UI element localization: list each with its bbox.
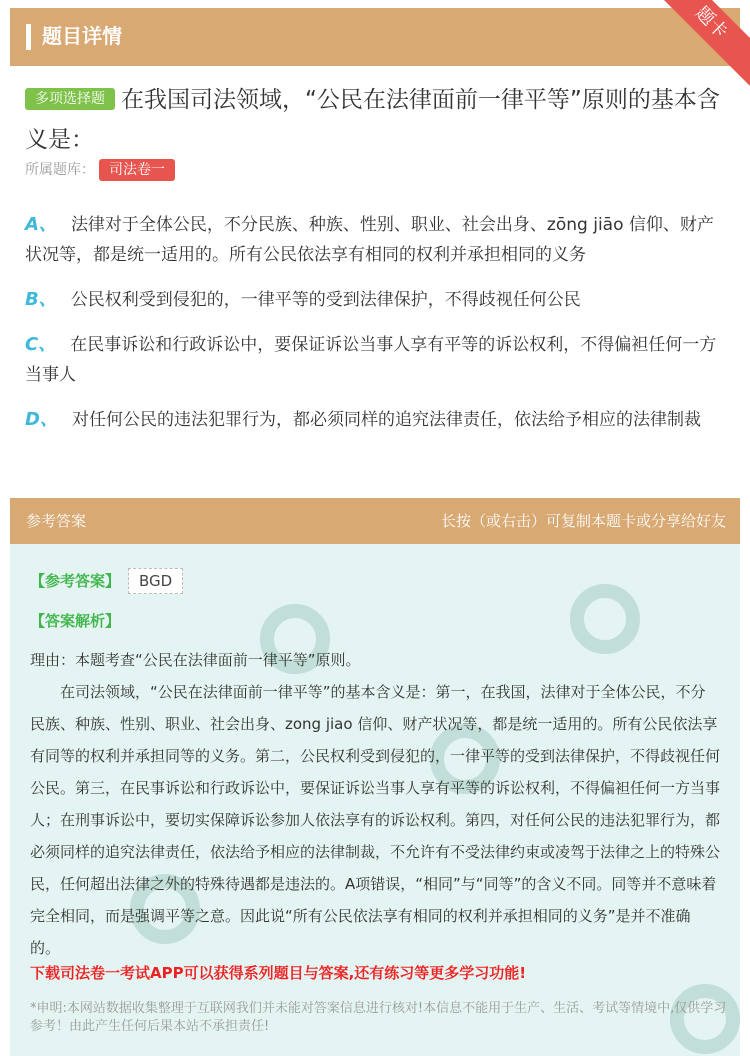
header-accent-bar bbox=[26, 24, 31, 50]
option-letter: B、 bbox=[25, 289, 57, 310]
question-text bbox=[25, 80, 730, 160]
answer-card[interactable] bbox=[10, 544, 740, 1056]
option-letter: D、 bbox=[25, 409, 58, 430]
reference-answer-value: BGD bbox=[128, 568, 183, 594]
analysis-label: 【答案解析】 bbox=[30, 612, 121, 630]
header-title: 题目详情 bbox=[42, 24, 122, 48]
option-a[interactable] bbox=[25, 210, 725, 270]
option-letter: A、 bbox=[25, 214, 57, 235]
option-b[interactable] bbox=[25, 285, 725, 315]
disclaimer: *申明:本网站数据收集整理于互联网我们并未能对答案信息进行核对!本信息不能用于生产、生活、考试等情境中,仅供学习参考！由此产生任何后果本站不承担责任! bbox=[30, 1001, 727, 1034]
reference-answer-label: 【参考答案】 bbox=[30, 572, 121, 590]
reference-answer bbox=[30, 568, 183, 594]
corner-ribbon-label: 题卡 bbox=[660, 0, 750, 88]
option-text: 对任何公民的违法犯罪行为，都必须同样的追究法律责任，依法给予相应的法律制裁 bbox=[71, 410, 701, 430]
question-stem: 在我国司法领域，“公民在法律面前一律平等”原则的基本含义是： bbox=[25, 87, 720, 153]
question-type-badge: 多项选择题 bbox=[25, 88, 115, 110]
question-bank-tag[interactable]: 司法卷一 bbox=[99, 159, 175, 181]
share-hint: 长按（或右击）可复制本题卡或分享给好友 bbox=[440, 512, 726, 530]
question-bank-label: 所属题库： bbox=[25, 162, 95, 178]
option-text: 法律对于全体公民，不分民族、种族、性别、职业、社会出身、zōng jiāo 信仰、财产状况等，都是统一适用的。所有公民依法享有相同的权利并承担相同的义务 bbox=[25, 215, 714, 265]
answer-header-title: 参考答案 bbox=[26, 512, 87, 530]
option-d[interactable] bbox=[25, 405, 725, 435]
question-bank bbox=[25, 158, 175, 182]
analysis-text bbox=[30, 644, 720, 964]
answer-header bbox=[10, 498, 740, 544]
analysis-paragraph-1: 理由：本题考查“公民在法律面前一律平等”原则。 bbox=[30, 651, 361, 669]
option-text: 在民事诉讼和行政诉讼中，要保证诉讼当事人享有平等的诉讼权利，不得偏袒任何一方当事人 bbox=[25, 335, 717, 385]
option-letter: C、 bbox=[25, 334, 57, 355]
option-c[interactable] bbox=[25, 330, 725, 390]
options-list bbox=[25, 210, 725, 450]
page-header bbox=[10, 8, 740, 66]
option-text: 公民权利受到侵犯的，一律平等的受到法律保护，不得歧视任何公民 bbox=[70, 290, 581, 310]
app-promo-link[interactable]: 下载司法卷一考试APP可以获得系列题目与答案,还有练习等更多学习功能! bbox=[30, 964, 527, 982]
corner-ribbon bbox=[660, 0, 750, 90]
analysis-paragraph-2: 在司法领域，“公民在法律面前一律平等”的基本含义是：第一，在我国，法律对于全体公民，不分民族、种族、性别、职业、社会出身、zong jiao 信仰、财产状况等，都是统一适用的。所有公民依法享有同等的权利并承担同等的义务。第二，公民权利受到侵犯的，一律平等的受到法律保护，不得歧视任何公民。第三，在民事诉讼和行政诉讼中，要保证诉讼当事人享有平等的诉讼权利，不得偏袒任何一方当事人；在刑事诉讼中，要切实保障诉讼参加人依法享有的诉讼权利。第四，对任何公民的违法犯罪行为，都必须同样的追究法律责任，依法给予相应的法律制裁，不允许有不受法律约束或凌驾于法律之上的特殊公民，任何超出法律之外的特殊待遇都是违法的。A项错误，“相同”与“同等”的含义不同。同等并不意味着完全相同，而是强调平等之意。因此说“所有公民依法享有相同的权利并承担相同的义务”是并不准确的。 bbox=[30, 683, 721, 957]
